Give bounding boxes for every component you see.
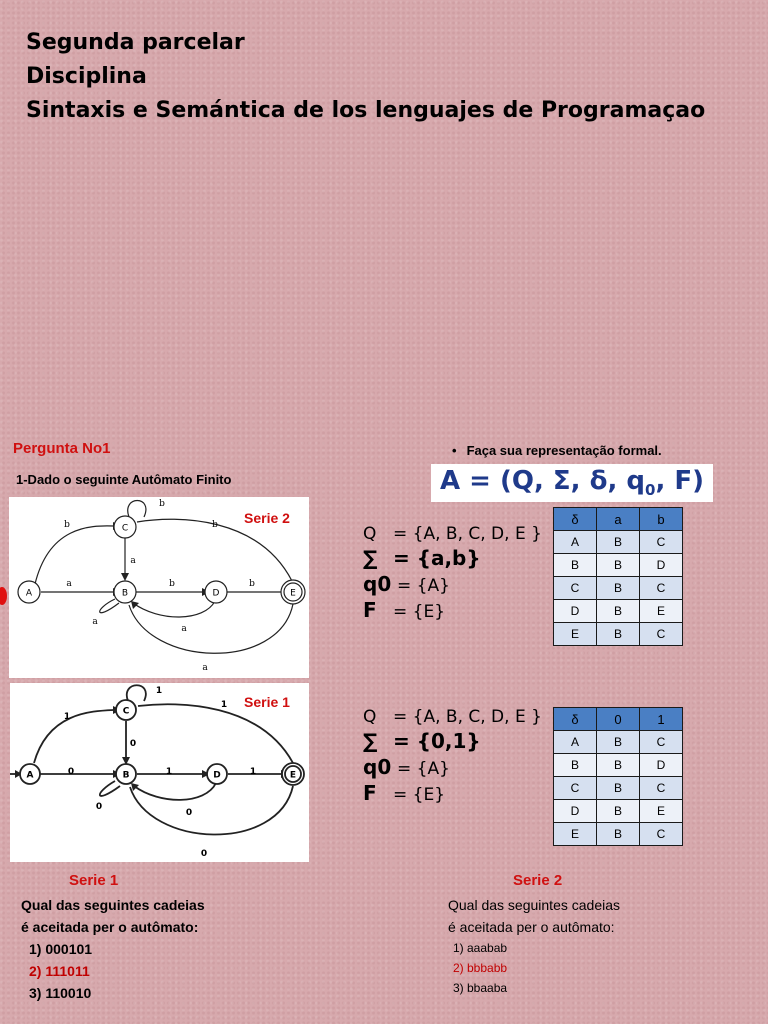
edge-label-EB: 0	[200, 849, 208, 859]
question-line-1: Qual das seguintes cadeias	[21, 897, 205, 913]
table-cell: B	[597, 577, 640, 600]
edge-label-BD: 1	[165, 767, 173, 777]
formal-F	[363, 598, 542, 624]
formal-F-value: = {E}	[393, 602, 446, 622]
edge-label-AC: 1	[63, 712, 71, 722]
formal-F-symbol: F	[363, 781, 377, 805]
table-cell: B	[597, 554, 640, 577]
table-header-cell: 1	[640, 708, 683, 731]
question-title: Pergunta No1	[13, 440, 111, 457]
bullet-text: Faça sua representação formal.	[466, 443, 662, 458]
table-row	[554, 600, 683, 623]
table-row	[554, 531, 683, 554]
formal-Q	[363, 522, 542, 546]
formal-sigma-symbol: ∑	[363, 546, 378, 570]
edge-label-CB: 0	[129, 739, 137, 749]
table-header-cell: δ	[554, 508, 597, 531]
edge-label-DB: 0	[185, 808, 193, 818]
serie1-question	[21, 894, 205, 1004]
edge-label-EC: b	[212, 520, 218, 530]
table-cell: C	[640, 531, 683, 554]
edge-label-DB: a	[181, 624, 187, 634]
formal-sigma-symbol: ∑	[363, 729, 378, 753]
question-line-1: Qual das seguintes cadeias	[448, 897, 620, 913]
state-label-C: C	[122, 706, 130, 717]
formal-F	[363, 781, 542, 807]
table-cell: C	[640, 731, 683, 754]
edge-label-BB: 0	[95, 802, 103, 812]
transition-table-serie1	[553, 707, 683, 846]
edge-label-EC: 1	[220, 700, 228, 710]
table-header-row	[554, 508, 683, 531]
option-2-highlighted: 2) 111011	[29, 963, 90, 979]
table-cell: D	[554, 800, 597, 823]
table-cell: C	[554, 777, 597, 800]
serie2-question	[448, 894, 620, 998]
table-cell: B	[597, 777, 640, 800]
table-cell: B	[597, 600, 640, 623]
table-row	[554, 823, 683, 846]
start-marker	[0, 587, 7, 605]
formal-Q-value: = {A, B, C, D, E }	[393, 707, 542, 727]
state-label-A: A	[25, 588, 33, 599]
table-cell: B	[597, 731, 640, 754]
edge-label-AC: b	[64, 520, 70, 530]
table-row	[554, 623, 683, 646]
formal-q0-value: = {A}	[397, 576, 450, 596]
serie2-diagram-label: Serie 2	[244, 510, 290, 526]
formula-box	[431, 464, 713, 502]
table-cell: E	[640, 800, 683, 823]
formal-sigma-value: = {a,b}	[393, 546, 481, 570]
table-header-cell: b	[640, 508, 683, 531]
option-1: 1) aaabab	[453, 941, 508, 955]
formal-Q-value: = {A, B, C, D, E }	[393, 524, 542, 544]
table-row	[554, 577, 683, 600]
serie1-diagram-label: Serie 1	[244, 694, 290, 710]
formula	[440, 466, 704, 499]
table-row	[554, 754, 683, 777]
title-line-3: Sintaxis e Semántica de los lenguajes de Programaçao	[26, 98, 706, 123]
state-label-A: A	[26, 770, 34, 781]
formula-main: A = (Q, Σ, δ, q	[439, 466, 645, 497]
state-label-D: D	[212, 588, 220, 599]
table-cell: D	[640, 754, 683, 777]
table-header-row	[554, 708, 683, 731]
option-2-highlighted: 2) bbbabb	[453, 961, 508, 975]
formal-q0	[363, 572, 542, 598]
question-line-2: é aceitada per o autômato:	[21, 919, 199, 935]
formal-sigma-value: = {0,1}	[393, 729, 481, 753]
option-1: 1) 000101	[29, 941, 93, 957]
question-line-2: é aceitada per o autômato:	[448, 919, 615, 935]
serie1-question-title: Serie 1	[69, 872, 119, 889]
table-cell: D	[640, 554, 683, 577]
formal-q0	[363, 755, 542, 781]
table-cell: E	[554, 623, 597, 646]
table-row	[554, 777, 683, 800]
formal-F-value: = {E}	[393, 785, 446, 805]
edge-label-BB: a	[92, 617, 98, 627]
formal-q0-value: = {A}	[397, 759, 450, 779]
formula-end: , F)	[655, 466, 705, 497]
table-cell: C	[640, 623, 683, 646]
table-cell: C	[640, 577, 683, 600]
state-label-E: E	[289, 770, 297, 781]
formal-definition-serie2	[363, 522, 542, 624]
formal-Q	[363, 705, 542, 729]
table-cell: B	[597, 754, 640, 777]
edge-label-AB: 0	[67, 767, 75, 777]
formal-Q-symbol: Q	[363, 524, 377, 544]
edge-label-DE: b	[249, 579, 255, 589]
edge-label-CC: b	[159, 499, 165, 509]
table-cell: B	[554, 554, 597, 577]
table-cell: C	[554, 577, 597, 600]
formal-sigma	[363, 729, 542, 755]
table-cell: C	[640, 777, 683, 800]
title-line-2: Disciplina	[26, 64, 147, 89]
table-cell: D	[554, 600, 597, 623]
option-3: 3) bbaaba	[453, 981, 508, 995]
transition-table-serie2	[553, 507, 683, 646]
edge-label-CB: a	[130, 556, 136, 566]
state-label-D: D	[213, 770, 221, 781]
bullet-dot: •	[452, 443, 457, 458]
table-cell: E	[554, 823, 597, 846]
table-row	[554, 800, 683, 823]
table-cell: A	[554, 731, 597, 754]
edge-label-CC: 1	[155, 686, 163, 696]
formula-sub: 0	[645, 481, 656, 500]
formal-q0-symbol: q0	[363, 755, 392, 779]
option-3: 3) 110010	[29, 985, 92, 1001]
edge-label-BD: b	[169, 579, 175, 589]
table-cell: B	[554, 754, 597, 777]
edge-label-AB: a	[66, 579, 72, 589]
table-cell: E	[640, 600, 683, 623]
bullet-item	[452, 443, 662, 458]
table-cell: B	[597, 823, 640, 846]
formal-F-symbol: F	[363, 598, 377, 622]
table-cell: B	[597, 623, 640, 646]
edge-label-DE: 1	[249, 767, 257, 777]
table-row	[554, 731, 683, 754]
table-cell: C	[640, 823, 683, 846]
state-label-B: B	[121, 588, 129, 599]
state-label-B: B	[122, 770, 130, 781]
table-header-cell: δ	[554, 708, 597, 731]
title-line-1: Segunda parcelar	[26, 30, 245, 55]
state-label-E: E	[290, 588, 296, 599]
formal-q0-symbol: q0	[363, 572, 392, 596]
formal-Q-symbol: Q	[363, 707, 377, 727]
question-subtitle: 1-Dado o seguinte Autômato Finito	[16, 472, 232, 487]
table-cell: B	[597, 800, 640, 823]
edge-label-EB: a	[202, 663, 208, 673]
table-row	[554, 554, 683, 577]
table-cell: B	[597, 531, 640, 554]
formal-sigma	[363, 546, 542, 572]
formal-definition-serie1	[363, 705, 542, 807]
table-header-cell: 0	[597, 708, 640, 731]
state-label-C: C	[121, 523, 129, 534]
table-cell: A	[554, 531, 597, 554]
serie2-question-title: Serie 2	[513, 872, 563, 889]
table-header-cell: a	[597, 508, 640, 531]
